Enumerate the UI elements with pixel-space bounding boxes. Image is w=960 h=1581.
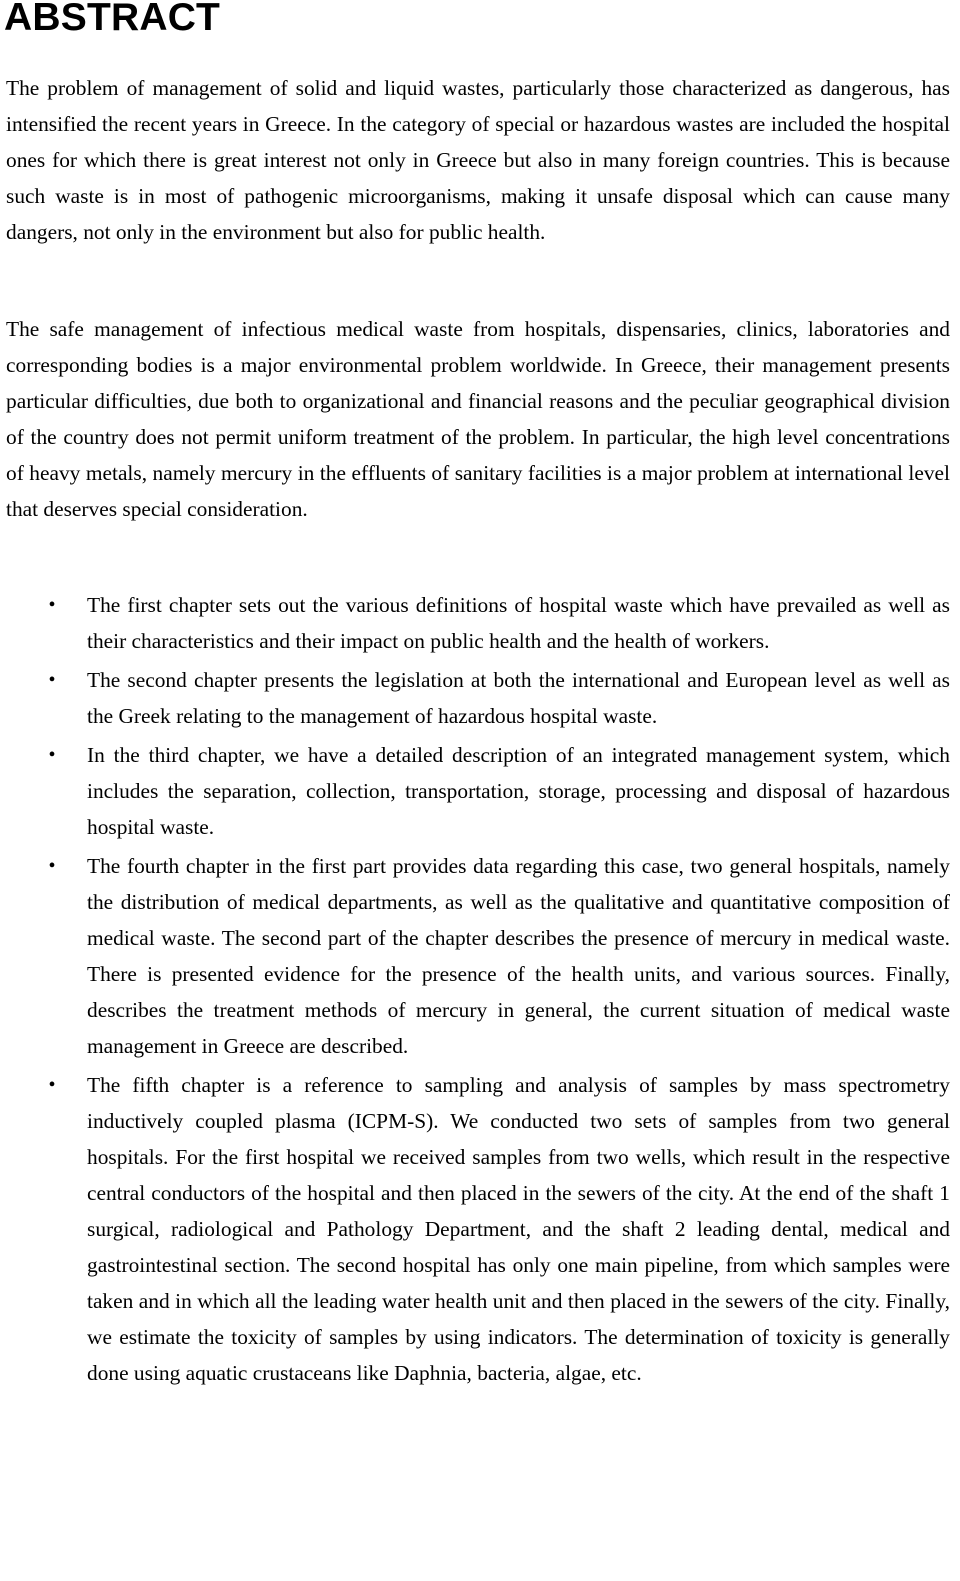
bullet-icon: • bbox=[48, 855, 56, 877]
abstract-paragraph-2: The safe management of infectious medical waste from hospitals, dispensaries, clinics, laboratories and corresponding bodies is a major environmental problem worldwide. In Greece, their management presents particular difficulties, due both to organizational and financial reasons and the peculiar geographical division of the country does not permit uniform treatment of the problem. In particular, the high level concentrations of heavy metals, namely mercury in the effluents of sanitary facilities is a major problem at international level that deserves special consideration. bbox=[6, 317, 950, 521]
abstract-paragraph-1: The problem of management of solid and liquid wastes, particularly those characterized as dangerous, has intensified the recent years in Greece. In the category of special or hazardous wastes are included the hospital ones for which there is great interest not only in Greece but also in many foreign countries. This is because such waste is in most of pathogenic microorganisms, making it unsafe disposal which can cause many dangers, not only in the environment but also for public health. bbox=[6, 76, 950, 244]
chapter-item-text: In the third chapter, we have a detailed description of an integrated management system, which includes the separation, collection, transportation, storage, processing and disposal of hazardous hospital waste. bbox=[87, 743, 950, 839]
chapter-item-text: The first chapter sets out the various definitions of hospital waste which have prevailed as well as their characteristics and their impact on public health and the health of workers. bbox=[87, 593, 950, 653]
bullet-icon: • bbox=[48, 669, 56, 691]
bullet-icon: • bbox=[48, 594, 56, 616]
chapter-item-text: The second chapter presents the legislation at both the international and European level as well as the Greek relating to the management of hazardous hospital waste. bbox=[87, 668, 950, 728]
chapter-item-text: The fourth chapter in the first part provides data regarding this case, two general hospitals, namely the distribution of medical departments, as well as the qualitative and quantitative composition of medical waste. The second part of the chapter describes the presence of mercury in medical waste. There is presented evidence for the presence of the health units, and various sources. Finally, describes the treatment methods of mercury in general, the current situation of medical waste management in Greece are described. bbox=[87, 854, 950, 1058]
chapter-item-text: The fifth chapter is a reference to sampling and analysis of samples by mass spectrometry inductively coupled plasma (ICPM-S). We conducted two sets of samples from two general hospitals. For the first hospital we received samples from two wells, which result in the respective central conductors of the hospital and then placed in the sewers of the city. At the end of the shaft 1 surgical, radiological and Pathology Department, and the shaft 2 leading dental, medical and gastrointestinal section. The second hospital has only one main pipeline, from which samples were taken and in which all the leading water health unit and then placed in the sewers of the city. Finally, we estimate the toxicity of samples by using indicators. The determination of toxicity is generally done using aquatic crustaceans like Daphnia, bacteria, algae, etc. bbox=[87, 1073, 950, 1385]
chapter-item-4 bbox=[0, 848, 950, 1064]
chapter-item-2 bbox=[0, 662, 950, 734]
bullet-icon: • bbox=[48, 744, 56, 766]
chapter-item-3 bbox=[0, 737, 950, 845]
chapter-list bbox=[0, 587, 950, 1394]
bullet-icon: • bbox=[48, 1074, 56, 1096]
page-title: ABSTRACT bbox=[4, 0, 221, 39]
chapter-item-1 bbox=[0, 587, 950, 659]
chapter-item-5 bbox=[0, 1067, 950, 1391]
